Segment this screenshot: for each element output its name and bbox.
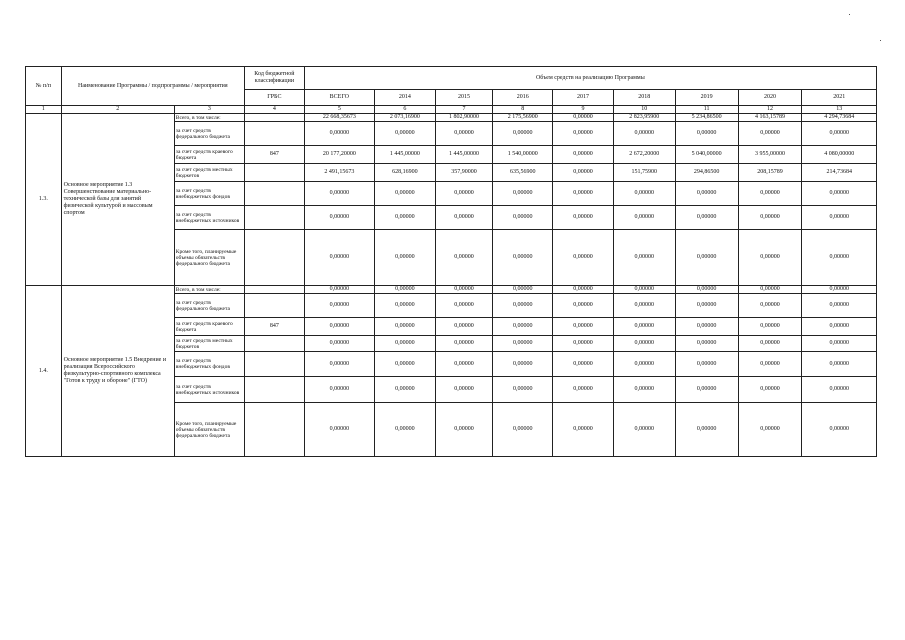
value-year: 214,73684 (802, 164, 877, 182)
value-year: 0,00000 (553, 114, 614, 122)
value-year: 4 163,15789 (738, 114, 802, 122)
value-year: 0,00000 (374, 336, 435, 352)
value-year: 0,00000 (675, 336, 738, 352)
value-year: 0,00000 (802, 403, 877, 457)
funding-source: за счет средств краевого бюджета (174, 318, 244, 336)
value-year: 0,00000 (675, 403, 738, 457)
value-year: 0,00000 (553, 286, 614, 294)
value-year: 0,00000 (675, 286, 738, 294)
header-name: Наименование Программы / подпрограммы / мероприятия (61, 67, 244, 106)
header-volume: Объем средств на реализацию Программы (304, 67, 876, 90)
value-year: 0,00000 (435, 230, 493, 286)
value-year: 0,00000 (553, 182, 614, 206)
column-number: 9 (553, 106, 614, 114)
header-year: 2016 (493, 90, 553, 106)
value-year: 0,00000 (738, 294, 802, 318)
grbs-code (245, 182, 305, 206)
section-name: Основное мероприятие 1.5 Внедрение и реализация Всероссийского физкультурно-спортивного комплекса "Готов к труду и обороне" (ГТО) (61, 286, 174, 457)
value-year: 0,00000 (675, 377, 738, 403)
grbs-code (245, 206, 305, 230)
value-total: 2 491,15673 (304, 164, 374, 182)
budget-table-container (25, 66, 877, 474)
value-year: 0,00000 (374, 403, 435, 457)
value-year: 0,00000 (802, 122, 877, 146)
column-number: 2 (61, 106, 174, 114)
header-total: ВСЕГО (304, 90, 374, 106)
value-total: 0,00000 (304, 230, 374, 286)
value-year: 0,00000 (613, 230, 675, 286)
grbs-code: 847 (245, 146, 305, 164)
grbs-code (245, 352, 305, 377)
grbs-code (245, 230, 305, 286)
value-total: 0,00000 (304, 122, 374, 146)
value-year: 0,00000 (675, 182, 738, 206)
value-total: 0,00000 (304, 377, 374, 403)
value-year: 0,00000 (802, 230, 877, 286)
section-number: 1.3. (26, 114, 62, 286)
header-code: Код бюджетной классификации (245, 67, 305, 90)
funding-source: за счет средств федерального бюджета (174, 122, 244, 146)
value-year: 0,00000 (738, 286, 802, 294)
table-row (26, 114, 877, 122)
value-year: 0,00000 (613, 286, 675, 294)
funding-source: Кроме того, планируемые объемы обязательств федерального бюджета (174, 230, 244, 286)
value-year: 0,00000 (435, 318, 493, 336)
header-year: 2019 (675, 90, 738, 106)
value-year: 0,00000 (553, 336, 614, 352)
value-year: 5 234,86500 (675, 114, 738, 122)
value-total: 22 668,35673 (304, 114, 374, 122)
funding-source: за счет средств внебюджетных источников (174, 206, 244, 230)
value-year: 0,00000 (675, 122, 738, 146)
value-year: 0,00000 (738, 352, 802, 377)
value-year: 0,00000 (802, 352, 877, 377)
column-number: 4 (245, 106, 305, 114)
value-year: 0,00000 (435, 286, 493, 294)
value-year: 0,00000 (374, 377, 435, 403)
value-year: 0,00000 (493, 403, 553, 457)
grbs-code (245, 122, 305, 146)
value-year: 0,00000 (493, 377, 553, 403)
funding-source: за счет средств местных бюджетов (174, 164, 244, 182)
grbs-code: 847 (245, 318, 305, 336)
table-row (26, 286, 877, 294)
value-year: 3 955,00000 (738, 146, 802, 164)
value-year: 0,00000 (738, 230, 802, 286)
grbs-code (245, 294, 305, 318)
header-grbs: ГРБС (245, 90, 305, 106)
value-year: 2 672,20000 (613, 146, 675, 164)
value-year: 0,00000 (613, 403, 675, 457)
value-year: 0,00000 (493, 286, 553, 294)
value-year: 4 294,73684 (802, 114, 877, 122)
value-year: 0,00000 (553, 206, 614, 230)
value-year: 151,75900 (613, 164, 675, 182)
value-total: 0,00000 (304, 182, 374, 206)
value-year: 0,00000 (738, 318, 802, 336)
value-total: 0,00000 (304, 294, 374, 318)
value-year: 0,00000 (553, 294, 614, 318)
funding-source: за счет средств краевого бюджета (174, 146, 244, 164)
value-total: 0,00000 (304, 336, 374, 352)
value-year: 208,15789 (738, 164, 802, 182)
value-year: 0,00000 (613, 352, 675, 377)
section-name: Основное мероприятие 1.3 Совершенствование материально-технической базы для занятий физической культурой и массовым спортом (61, 114, 174, 286)
funding-source: за счет средств местных бюджетов (174, 336, 244, 352)
grbs-code (245, 336, 305, 352)
value-year: 0,00000 (553, 403, 614, 457)
value-year: 0,00000 (374, 286, 435, 294)
value-year: 2 073,16900 (374, 114, 435, 122)
value-year: 0,00000 (613, 206, 675, 230)
column-number: 8 (493, 106, 553, 114)
value-year: 0,00000 (374, 318, 435, 336)
value-year: 5 040,00000 (675, 146, 738, 164)
value-year: 357,90000 (435, 164, 493, 182)
value-year: 0,00000 (435, 336, 493, 352)
header-year: 2018 (613, 90, 675, 106)
value-year: 1 802,90000 (435, 114, 493, 122)
column-number: 7 (435, 106, 493, 114)
value-year: 0,00000 (802, 318, 877, 336)
value-year: 4 080,00000 (802, 146, 877, 164)
value-year: 0,00000 (435, 294, 493, 318)
value-total: 0,00000 (304, 286, 374, 294)
grbs-code (245, 164, 305, 182)
value-year: 0,00000 (675, 294, 738, 318)
funding-source: за счет средств федерального бюджета (174, 294, 244, 318)
column-number: 5 (304, 106, 374, 114)
value-year: 0,00000 (738, 206, 802, 230)
value-year: 1 445,00000 (435, 146, 493, 164)
value-year: 0,00000 (493, 122, 553, 146)
value-year: 0,00000 (553, 146, 614, 164)
value-year: 0,00000 (802, 206, 877, 230)
value-year: 1 445,00000 (374, 146, 435, 164)
header-year: 2014 (374, 90, 435, 106)
grbs-code (245, 377, 305, 403)
value-year: 0,00000 (493, 336, 553, 352)
funding-source: Всего, в том числе: (174, 286, 244, 294)
scan-speck (849, 14, 850, 15)
value-year: 0,00000 (435, 182, 493, 206)
funding-source: Кроме того, планируемые объемы обязательств федерального бюджета (174, 403, 244, 457)
value-year: 0,00000 (493, 294, 553, 318)
header-year: 2017 (553, 90, 614, 106)
budget-table (25, 66, 877, 457)
value-year: 0,00000 (374, 352, 435, 377)
value-year: 0,00000 (738, 336, 802, 352)
value-year: 0,00000 (435, 377, 493, 403)
value-year: 1 540,00000 (493, 146, 553, 164)
value-year: 0,00000 (435, 122, 493, 146)
value-year: 0,00000 (493, 182, 553, 206)
value-year: 0,00000 (675, 206, 738, 230)
value-year: 0,00000 (435, 403, 493, 457)
value-year: 0,00000 (802, 182, 877, 206)
value-year: 628,16900 (374, 164, 435, 182)
value-year: 0,00000 (435, 352, 493, 377)
value-year: 0,00000 (802, 336, 877, 352)
scan-speck (880, 40, 881, 41)
value-year: 0,00000 (553, 377, 614, 403)
value-year: 0,00000 (675, 352, 738, 377)
funding-source: за счет средств внебюджетных фондов (174, 182, 244, 206)
funding-source: за счет средств внебюджетных источников (174, 377, 244, 403)
value-total: 0,00000 (304, 318, 374, 336)
funding-source: Всего, в том числе: (174, 114, 244, 122)
value-year: 0,00000 (553, 164, 614, 182)
funding-source: за счет средств внебюджетных фондов (174, 352, 244, 377)
column-number: 11 (675, 106, 738, 114)
value-year: 0,00000 (613, 336, 675, 352)
grbs-code (245, 403, 305, 457)
value-year: 0,00000 (493, 352, 553, 377)
value-year: 0,00000 (675, 230, 738, 286)
column-number: 13 (802, 106, 877, 114)
value-year: 0,00000 (374, 182, 435, 206)
value-total: 20 177,20000 (304, 146, 374, 164)
value-year: 0,00000 (675, 318, 738, 336)
column-number: 12 (738, 106, 802, 114)
value-year: 0,00000 (613, 122, 675, 146)
value-year: 0,00000 (374, 230, 435, 286)
value-year: 0,00000 (553, 122, 614, 146)
header-no: № п/п (26, 67, 62, 106)
value-year: 0,00000 (802, 286, 877, 294)
value-year: 635,56900 (493, 164, 553, 182)
value-year: 0,00000 (435, 206, 493, 230)
value-year: 2 175,56900 (493, 114, 553, 122)
value-year: 0,00000 (613, 377, 675, 403)
value-year: 0,00000 (802, 377, 877, 403)
column-number: 10 (613, 106, 675, 114)
value-year: 0,00000 (738, 122, 802, 146)
value-year: 0,00000 (613, 182, 675, 206)
header-year: 2021 (802, 90, 877, 106)
grbs-code (245, 286, 305, 294)
column-number: 6 (374, 106, 435, 114)
value-total: 0,00000 (304, 206, 374, 230)
value-year: 0,00000 (374, 206, 435, 230)
grbs-code (245, 114, 305, 122)
column-number: 1 (26, 106, 62, 114)
value-year: 0,00000 (738, 377, 802, 403)
value-year: 0,00000 (374, 122, 435, 146)
value-year: 0,00000 (553, 318, 614, 336)
value-year: 0,00000 (738, 403, 802, 457)
header-year: 2020 (738, 90, 802, 106)
column-number: 3 (174, 106, 244, 114)
value-year: 0,00000 (553, 230, 614, 286)
value-year: 0,00000 (493, 230, 553, 286)
value-year: 0,00000 (613, 294, 675, 318)
value-year: 294,86500 (675, 164, 738, 182)
value-year: 0,00000 (493, 206, 553, 230)
value-total: 0,00000 (304, 352, 374, 377)
value-year: 0,00000 (613, 318, 675, 336)
header-year: 2015 (435, 90, 493, 106)
value-year: 0,00000 (553, 352, 614, 377)
value-total: 0,00000 (304, 403, 374, 457)
value-year: 0,00000 (738, 182, 802, 206)
value-year: 0,00000 (374, 294, 435, 318)
value-year: 0,00000 (493, 318, 553, 336)
value-year: 2 823,95900 (613, 114, 675, 122)
value-year: 0,00000 (802, 294, 877, 318)
section-number: 1.4. (26, 286, 62, 457)
